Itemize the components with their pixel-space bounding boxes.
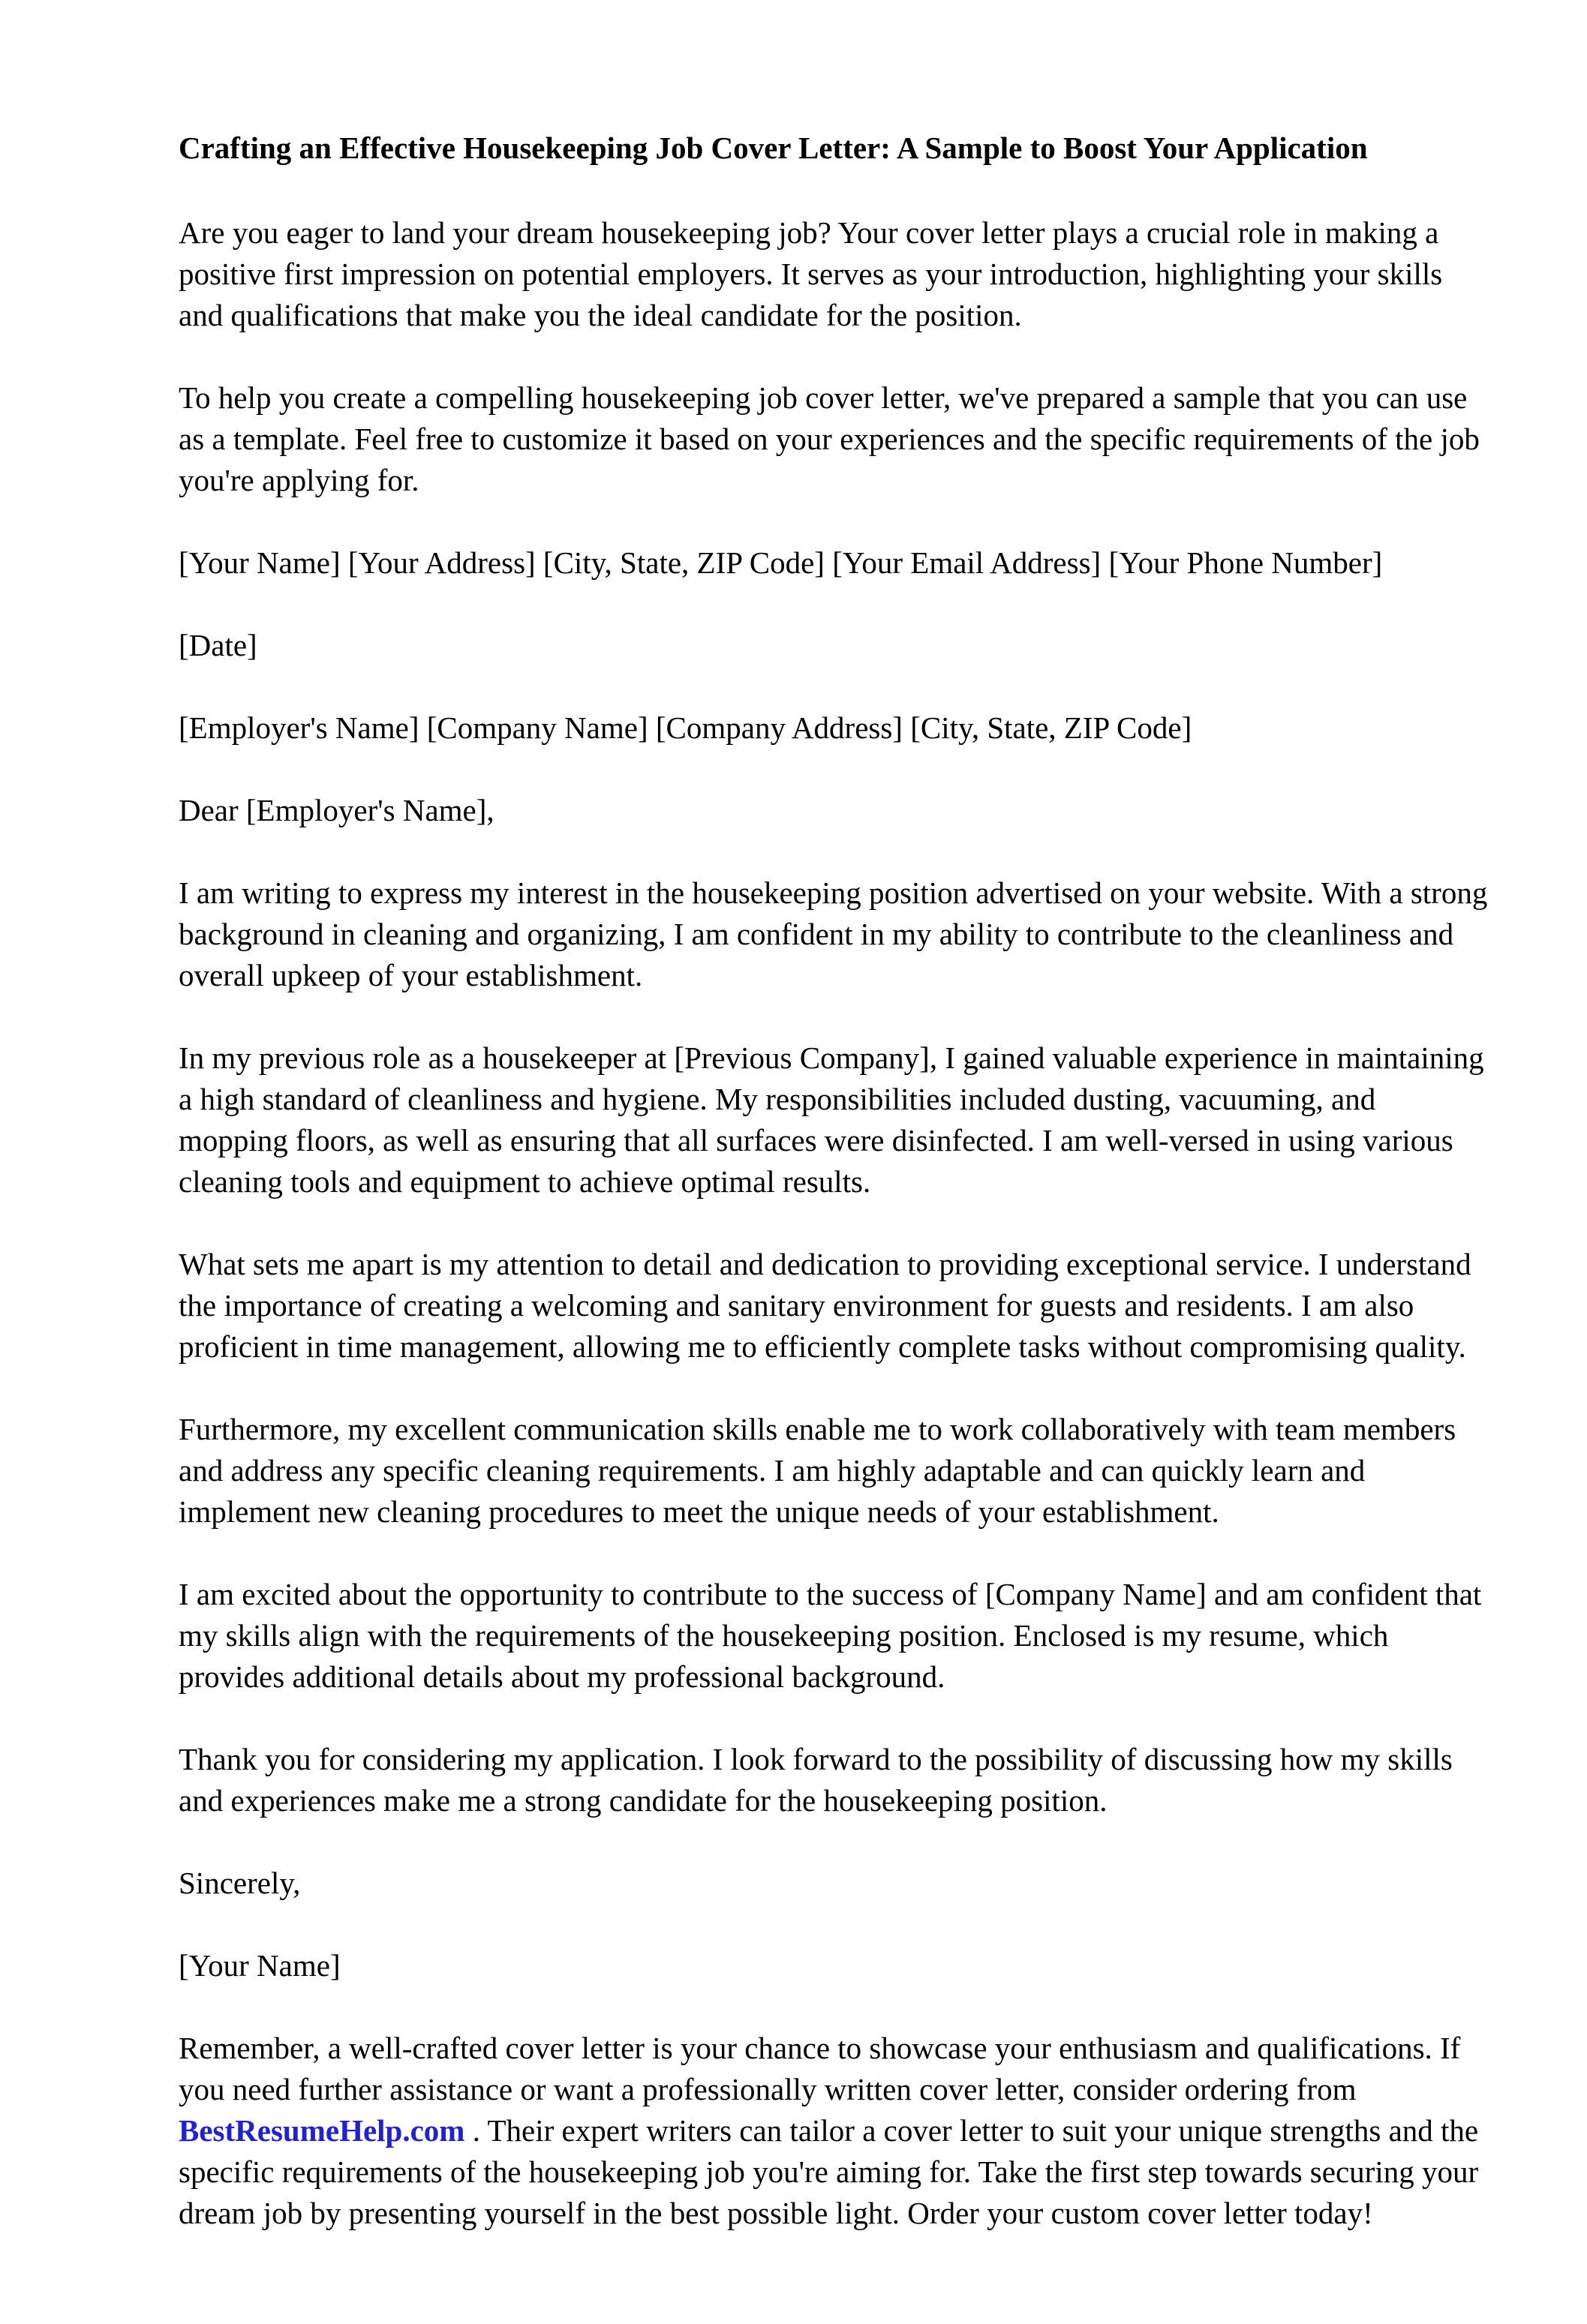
closing-paragraph [179,2028,1492,2234]
body-paragraph-interest: I am writing to express my interest in the housekeeping position advertised on your website. With a strong background in cleaning and organizing, I am confident in my ability to contribute to the cleanliness and overall upkeep of your establishment. [179,875,1488,992]
date-placeholder: [Date] [179,628,257,662]
body-paragraph-thanks: Thank you for considering my application. I look forward to the possibility of discussing how my skills and experiences make me a strong candidate for the housekeeping position. [179,1742,1453,1818]
document-title: Crafting an Effective Housekeeping Job Cover Letter: A Sample to Boost Your Application [179,131,1368,165]
salutation: Dear [Employer's Name], [179,793,494,827]
contact-placeholder-line: [Your Name] [Your Address] [City, State, ZIP Code] [Your Email Address] [Your Phone Number] [179,545,1383,580]
body-paragraph-experience: In my previous role as a housekeeper at [Previous Company], I gained valuable experience in maintaining a high standard of cleanliness and hygiene. My responsibilities included dusting, vacuuming, and mopping floors, as well as ensuring that all surfaces were disinfected. I am well-versed in using various cleaning tools and equipment to achieve optimal results. [179,1040,1484,1199]
closing-text-after-link: . Their expert writers can tailor a cover letter to suit your unique strengths and the specific requirements of the housekeeping job you're aiming for. Take the first step towards securing your dream job by presenting yourself in the best possible light. Order your custom cover letter today! [179,2113,1479,2230]
employer-placeholder-line: [Employer's Name] [Company Name] [Company Address] [City, State, ZIP Code] [179,710,1192,745]
signoff: Sincerely, [179,1866,301,1900]
signature-placeholder: [Your Name] [179,1948,341,1983]
body-paragraph-strengths: What sets me apart is my attention to detail and dedication to providing exceptional service. I understand the importance of creating a welcoming and sanitary environment for guests and residents. I am also proficient in time management, allowing me to efficiently complete tasks without compromising quality. [179,1247,1471,1364]
bestresumehelp-link[interactable]: BestResumeHelp.com [179,2113,465,2148]
closing-text-before-link: Remember, a well-crafted cover letter is your chance to showcase your enthusiasm and qualifications. If you need further assistance or want a professionally written cover letter, consider ordering from [179,2031,1461,2106]
paragraph-intro-2: To help you create a compelling housekeeping job cover letter, we've prepared a sample that you can use as a template. Feel free to customize it based on your experiences and the specific requirements of the job you're applying for. [179,380,1480,497]
body-paragraph-excitement: I am excited about the opportunity to contribute to the success of [Company Name] and am confident that my skills align with the requirements of the housekeeping position. Enclosed is my resume, which provides additional details about my professional background. [179,1577,1482,1694]
body-paragraph-communication: Furthermore, my excellent communication skills enable me to work collaboratively with team members and address any specific cleaning requirements. I am highly adaptable and can quickly learn and implement new cleaning procedures to meet the unique needs of your establishment. [179,1412,1456,1529]
paragraph-intro-1: Are you eager to land your dream housekeeping job? Your cover letter plays a crucial role in making a positive first impression on potential employers. It serves as your introduction, highlighting your skills and qualifications that make you the ideal candidate for the position. [179,215,1443,332]
